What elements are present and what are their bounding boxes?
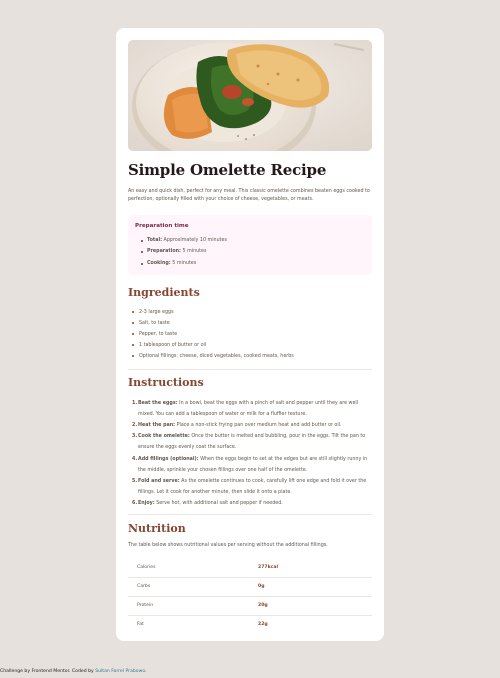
recipe-title: Simple Omelette Recipe — [128, 161, 327, 179]
recipe-card — [116, 28, 384, 641]
list-item: 1. Beat the eggs: In a bowl, beat the eggs with a pinch of salt and pepper until they are well mixed. You can add a tablespoon of water or milk for a fluffier texture. — [132, 400, 359, 417]
list-item: 1 tablespoon of butter or oil — [139, 340, 372, 351]
recipe-intro: An easy and quick dish, perfect for any meal. This classic omelette combines beaten eggs cooked to perfection, optionally filled with your choice of cheese, vegetables, or meats. — [128, 189, 370, 202]
list-item: 3. Cook the omelette: Once the butter is melted and bubbling, pour in the eggs. Tilt the pan to ensure the eggs evenly coat the surface. — [132, 434, 366, 451]
divider — [128, 514, 372, 515]
list-item: 5. Fold and serve: As the omelette continues to cook, carefully lift one edge and fold it over the fillings. Let it cook for another minute, then slide it onto a plate. — [132, 479, 367, 496]
nutrition-heading: Nutrition — [128, 521, 186, 535]
list-item: Optional fillings: cheese, diced vegetables, cooked meats, herbs — [139, 351, 372, 362]
list-item: Preparation: 5 minutes — [147, 246, 365, 258]
table-row: Calories 277kcal — [128, 559, 372, 578]
table-row: Carbs 0g — [128, 577, 372, 596]
list-item: Total: Approximately 10 minutes — [147, 235, 365, 247]
list-item: 4. Add fillings (optional): When the eggs begin to set at the edges but are still slightly runny in the middle, sprinkle your chosen fillings over one half of the omelette. — [132, 456, 368, 473]
list-item: Cooking: 5 minutes — [147, 258, 365, 270]
list-item: Salt, to taste — [139, 318, 372, 329]
nutrition-intro: The table below shows nutritional values per serving without the additional fillings. — [128, 542, 328, 548]
ingredients-section — [128, 307, 372, 363]
ingredients-list — [128, 307, 372, 363]
list-item: 6. Enjoy: Serve hot, with additional salt and pepper if needed. — [132, 501, 283, 507]
list-item: 2. Heat the pan: Place a non-stick frying pan over medium heat and add butter or oil. — [132, 423, 342, 429]
preparation-box — [128, 215, 372, 275]
preparation-title: Preparation time — [135, 222, 189, 229]
attribution-footer: Challenge by Frontend Mentor. Coded by Sultan Farrel Prabowo. — [0, 669, 147, 674]
list-item: Pepper, to taste — [139, 329, 372, 340]
nutrition-table — [128, 559, 372, 634]
table-row: Protein 20g — [128, 596, 372, 615]
author-link[interactable]: Sultan Farrel Prabowo — [95, 669, 146, 674]
list-item: 2-3 large eggs — [139, 307, 372, 318]
divider — [128, 369, 372, 370]
table-row: Fat 22g — [137, 622, 268, 628]
instructions-list — [128, 398, 372, 510]
ingredients-heading: Ingredients — [128, 285, 200, 299]
preparation-list — [135, 235, 365, 270]
omelette-image — [128, 40, 372, 151]
instructions-heading: Instructions — [128, 375, 204, 389]
